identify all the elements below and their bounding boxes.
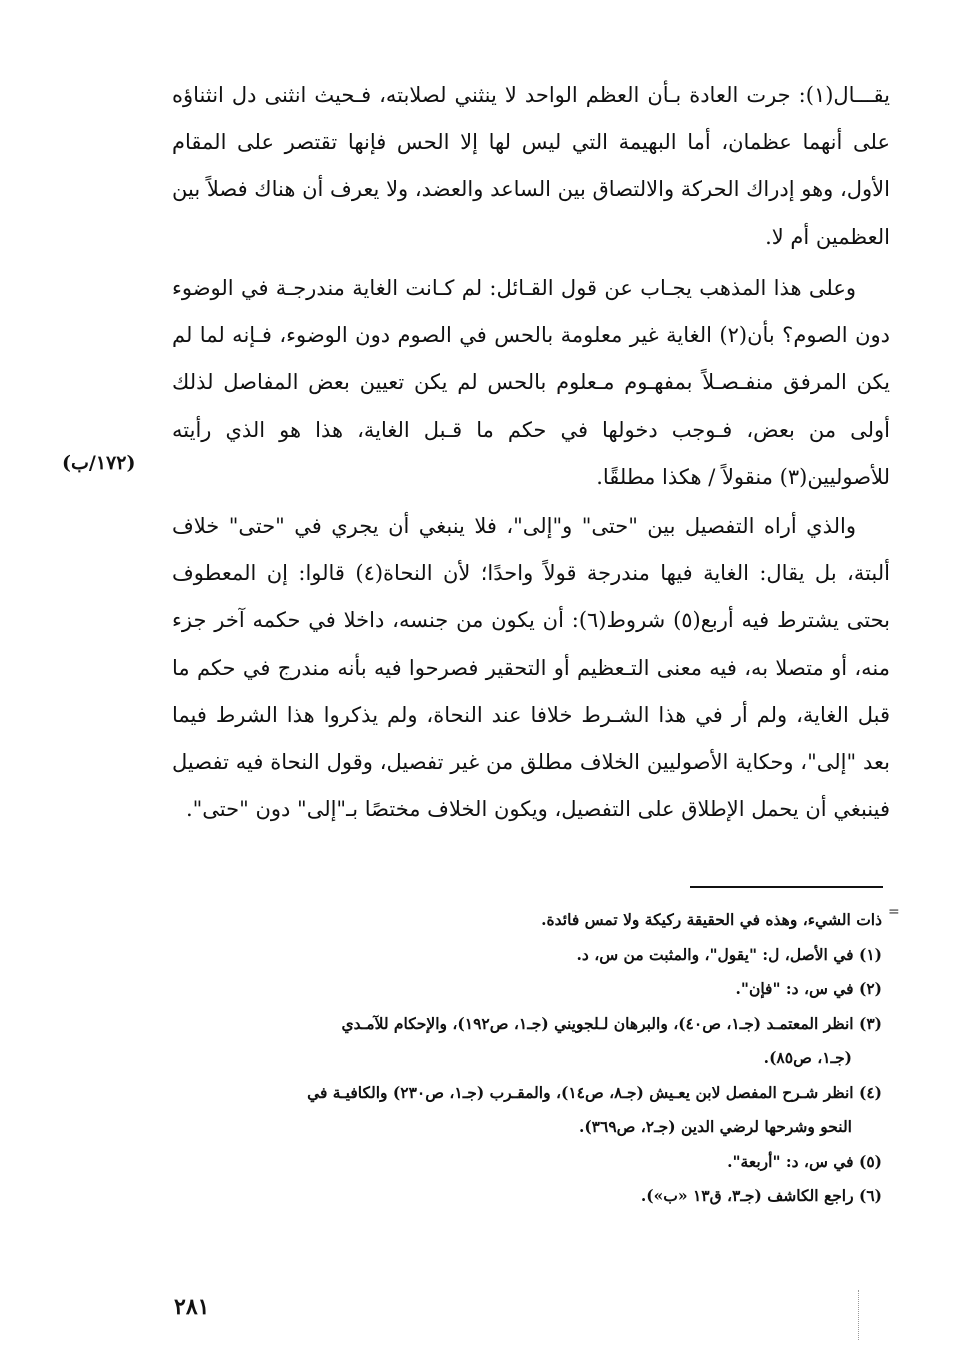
- main-text-paragraph-1: [172, 72, 890, 261]
- footnote-1: (١) في الأصل، ل: "يقول"، والمثبت من س، د.: [576, 944, 882, 964]
- footnote-6: (٦) راجع الكاشف (جـ٣، ق١٣ «ب»).: [640, 1186, 882, 1205]
- page-number: ٢٨١: [174, 1294, 210, 1320]
- footnote-4: (٤) انظر شـرح المفصل لابن يعـيش (جـ٨، ص١٤)، والمقـرب (جـ١، ص٢٣٠) والكافيـة في: [307, 1082, 882, 1102]
- footnote-continuation-mark: =: [888, 904, 900, 920]
- main-text-paragraph-3: [172, 503, 890, 833]
- paragraph-text: وعلى هذا المذهب يجـاب عن قول القـائل: لم كـانت الغاية مندرجـة في الوضوء دون الصوم؟ بأن(٢) الغاية غير معلومة بالحس في الصوم دون الوضوء، فـإنه لما لم يكن المرفق منفـصـلاً بمفهـوم مـعلوم بالحس لم يكن تعيين بعض المفاصل لذلك أولى من بعض، فـوجب دخولها في حكم ما قـبل الغاية، هذا هو الذي رأيته للأصوليين(٣) منقولاً / هكذا مطلقًا.: [172, 276, 890, 489]
- footnote-2: (٢) في س، د: "فإن".: [735, 979, 882, 998]
- main-text-paragraph-2: [172, 265, 890, 501]
- paragraph-text: يقـــال(١): جرت العادة بـأن العظم الواحد لا ينثني لصلابته، فـحيث انثنى دل انثناؤه على أنهما عظمان، أما البهيمة التي ليس لها إلا الحس فإنها تقتصر على المقام الأول، وهو إدراك الحركة والالتصاق بين الساعد والعضد، ولا يعرف أن هناك فصلاً بين العظمين أم لا.: [172, 83, 890, 249]
- footnotes: [172, 903, 882, 1214]
- paragraph-text: والذي أراه التفصيل بين "حتى" و"إلى"، فلا ينبغي أن يجري في "حتى" خلاف ألبتة، بل يقال: الغاية فيها مندرجة قولاً واحدًا؛ لأن النحاة(٤) قالوا: إن المعطوف بحتى يشترط فيه أربع(٥) شروط(٦): أن يكون من جنسه، داخلا في حكمه آخر جزء منه، أو متصلا به، فيه معنى التـعظيم أو التحقير فصرحوا فيه بأنه مندرج في حكم ما قبل الغاية، ولم أر في هذا الشـرط خلافا عند النحاة، ولم يذكروا هذا الشرط فيما بعد "إلى"، وحكاية الأصوليين الخلاف مطلق من غير تفصيل، وقول النحاة فيه تفصيل فينبغي أن يحمل الإطلاق على التفصيل، ويكون الخلاف مختصًا بـ"إلى" دون "حتى".: [172, 514, 891, 822]
- footnote-3: (٣) انظر المعتمـد (جـ١، ص٤٠)، والبرهان لـلجويني (جـ١، ص١٩٢)، والإحكام للآمـدي: [341, 1013, 882, 1033]
- scan-edge-mark: [858, 1290, 859, 1340]
- footnote-4-continued: النحو وشرحها لرضي الدين (جـ٢، ص٣٦٩).: [578, 1117, 852, 1136]
- footnote-separator: [690, 886, 883, 888]
- footnote-carryover: ذات الشيء، وهذه في الحقيقة ركيكة ولا تمس فائدة.: [541, 910, 882, 929]
- footnote-3-continued: (جـ١، ص٨٥).: [763, 1048, 852, 1067]
- margin-folio-note: (١٧٢/ب): [62, 452, 136, 474]
- footnote-5: (٥) في س، د: "أربعة".: [727, 1151, 882, 1171]
